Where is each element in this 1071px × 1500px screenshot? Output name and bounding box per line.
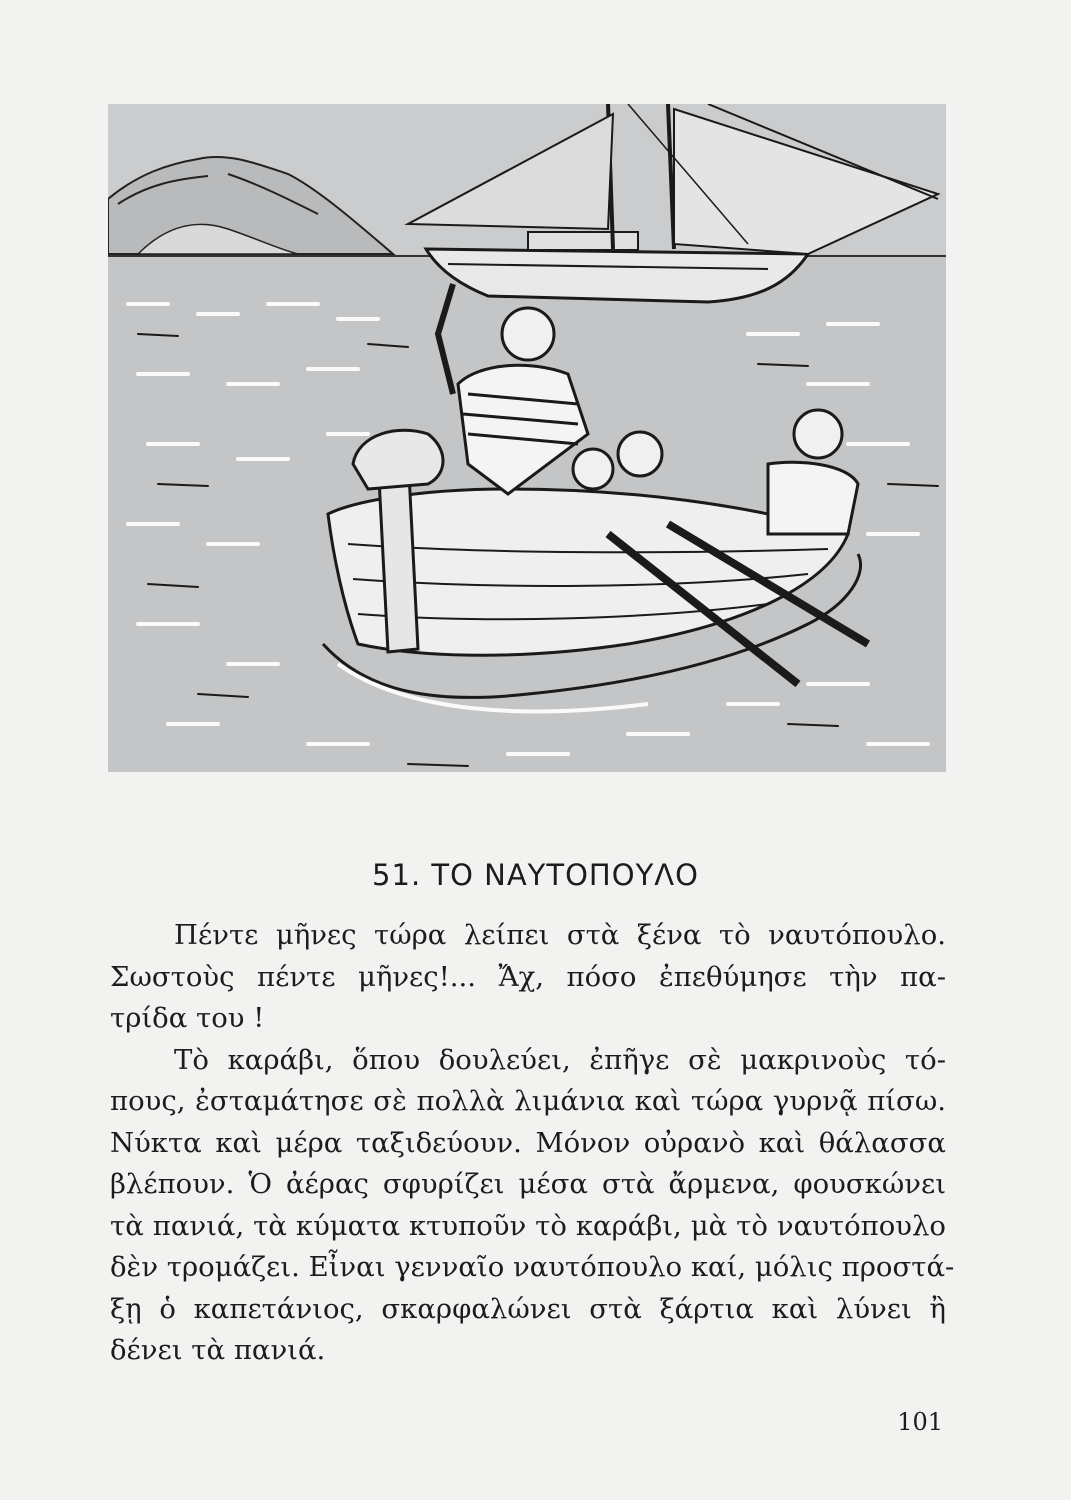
- story-text: [110, 915, 955, 1372]
- text-line: Νύκτα καὶ μέρα ταξιδεύουν. Μόνον οὐρανὸ καὶ θάλασσα: [110, 1126, 946, 1159]
- text-line: Σωστοὺς πέντε μῆνες!... Ἄχ, πόσο ἐπεθύμησε τὴν πα-: [110, 960, 946, 993]
- text-line: τρίδα του !: [110, 1002, 265, 1034]
- text-line: δένει τὰ πανιά.: [110, 1334, 326, 1366]
- text-line: Τὸ καράβι, ὅπου δουλεύει, ἐπῆγε σὲ μακρινοὺς τό-: [174, 1043, 946, 1076]
- page-number: 101: [897, 1408, 943, 1436]
- text-line: τὰ πανιά, τὰ κύματα κτυποῦν τὸ καράβι, μὰ τὸ ναυτόπουλο: [110, 1209, 946, 1242]
- sailboat-rowboat-icon: [108, 104, 946, 772]
- chapter-title: 51. ΤΟ ΝΑΥΤΟΠΟΥΛΟ: [372, 858, 699, 892]
- text-line: δὲν τρομάζει. Εἶναι γενναῖο ναυτόπουλο καί, μόλις προστά-: [110, 1251, 955, 1283]
- text-line: ξῃ ὁ καπετάνιος, σκαρφαλώνει στὰ ξάρτια καὶ λύνει ἢ: [110, 1292, 946, 1325]
- text-line: πους, ἐσταμάτησε σὲ πολλὰ λιμάνια καὶ τώρα γυρνᾷ πίσω.: [110, 1085, 946, 1117]
- text-line: βλέπουν. Ὁ ἀέρας σφυρίζει μέσα στὰ ἄρμενα, φουσκώνει: [110, 1168, 946, 1200]
- text-line: Πέντε μῆνες τώρα λείπει στὰ ξένα τὸ ναυτόπουλο.: [174, 919, 946, 951]
- paragraph-1: [110, 915, 946, 1040]
- paragraph-2: [110, 1040, 955, 1372]
- boat-illustration: [108, 104, 946, 772]
